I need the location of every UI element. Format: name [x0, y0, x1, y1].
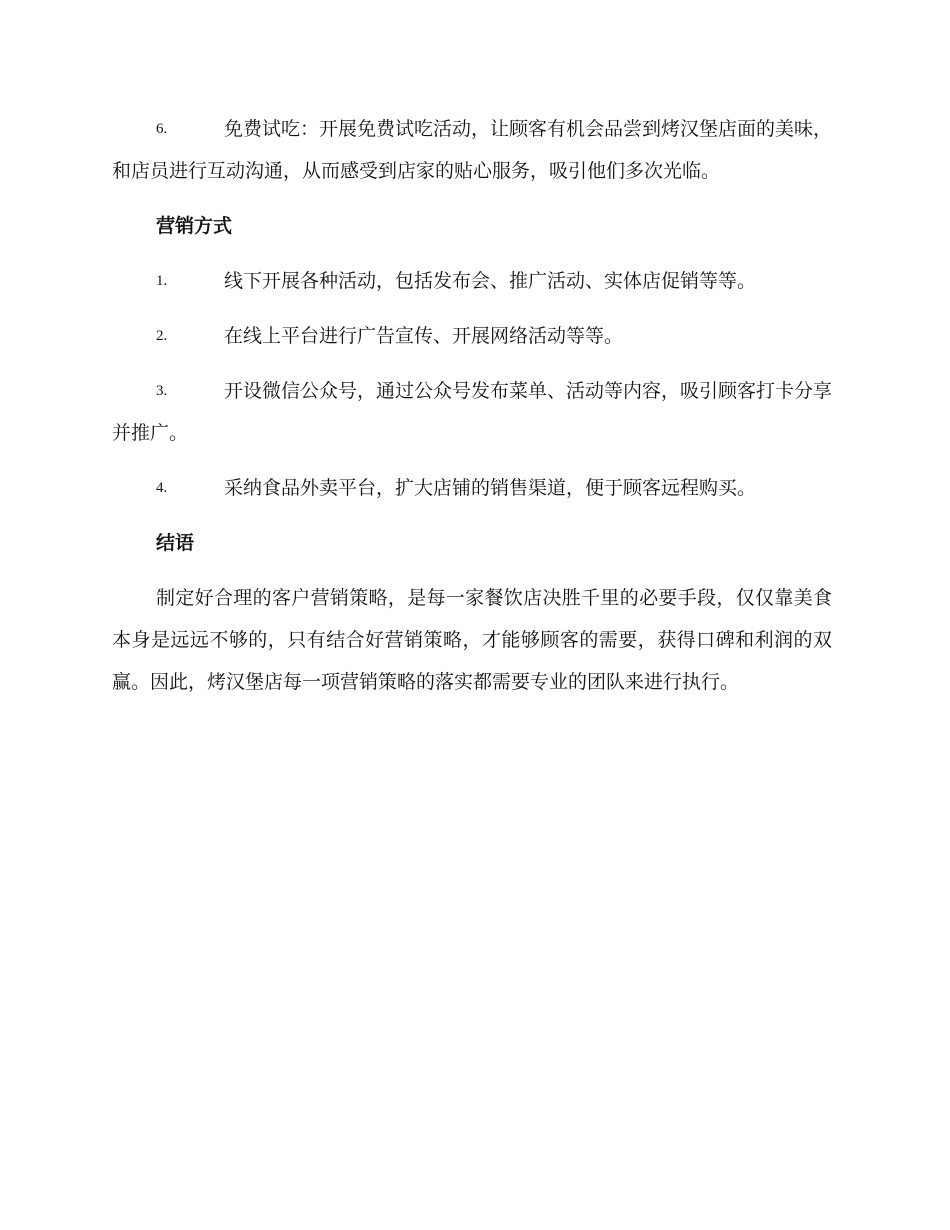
list-item-4 [112, 467, 832, 509]
list-number: 4. [156, 480, 168, 496]
list-item-text: 线下开展各种活动，包括发布会、推广活动、实体店促销等等。 [224, 270, 757, 292]
list-item-3 [112, 370, 832, 454]
list-item-1 [112, 260, 832, 302]
list-number: 3. [156, 383, 168, 399]
list-number: 2. [156, 328, 168, 344]
conclusion-paragraph: 制定好合理的客户营销策略，是每一家餐饮店决胜千里的必要手段，仅仅靠美食本身是远远不够的，只有结合好营销策略，才能够顾客的需要，获得口碑和利润的双赢。因此，烤汉堡店每一项营销策略的落实都需要专业的团队来进行执行。 [112, 587, 832, 693]
list-item-text: 开设微信公众号，通过公众号发布菜单、活动等内容，吸引顾客打卡分享并推广。 [112, 380, 833, 444]
document-page [112, 108, 832, 716]
list-item-text: 采纳食品外卖平台，扩大店铺的销售渠道，便于顾客远程购买。 [224, 477, 757, 499]
list-item-text: 在线上平台进行广告宣传、开展网络活动等等。 [224, 325, 624, 347]
list-item-text: 免费试吃：开展免费试吃活动，让顾客有机会品尝到烤汉堡店面的美味，和店员进行互动沟通，从而感受到店家的贴心服务，吸引他们多次光临。 [112, 118, 833, 182]
list-number: 6. [156, 121, 168, 137]
section-heading-conclusion: 结语 [156, 532, 195, 554]
list-item-6 [112, 108, 832, 192]
section-heading-marketing: 营销方式 [156, 215, 233, 237]
list-number: 1. [156, 273, 168, 289]
list-item-2 [112, 315, 832, 357]
